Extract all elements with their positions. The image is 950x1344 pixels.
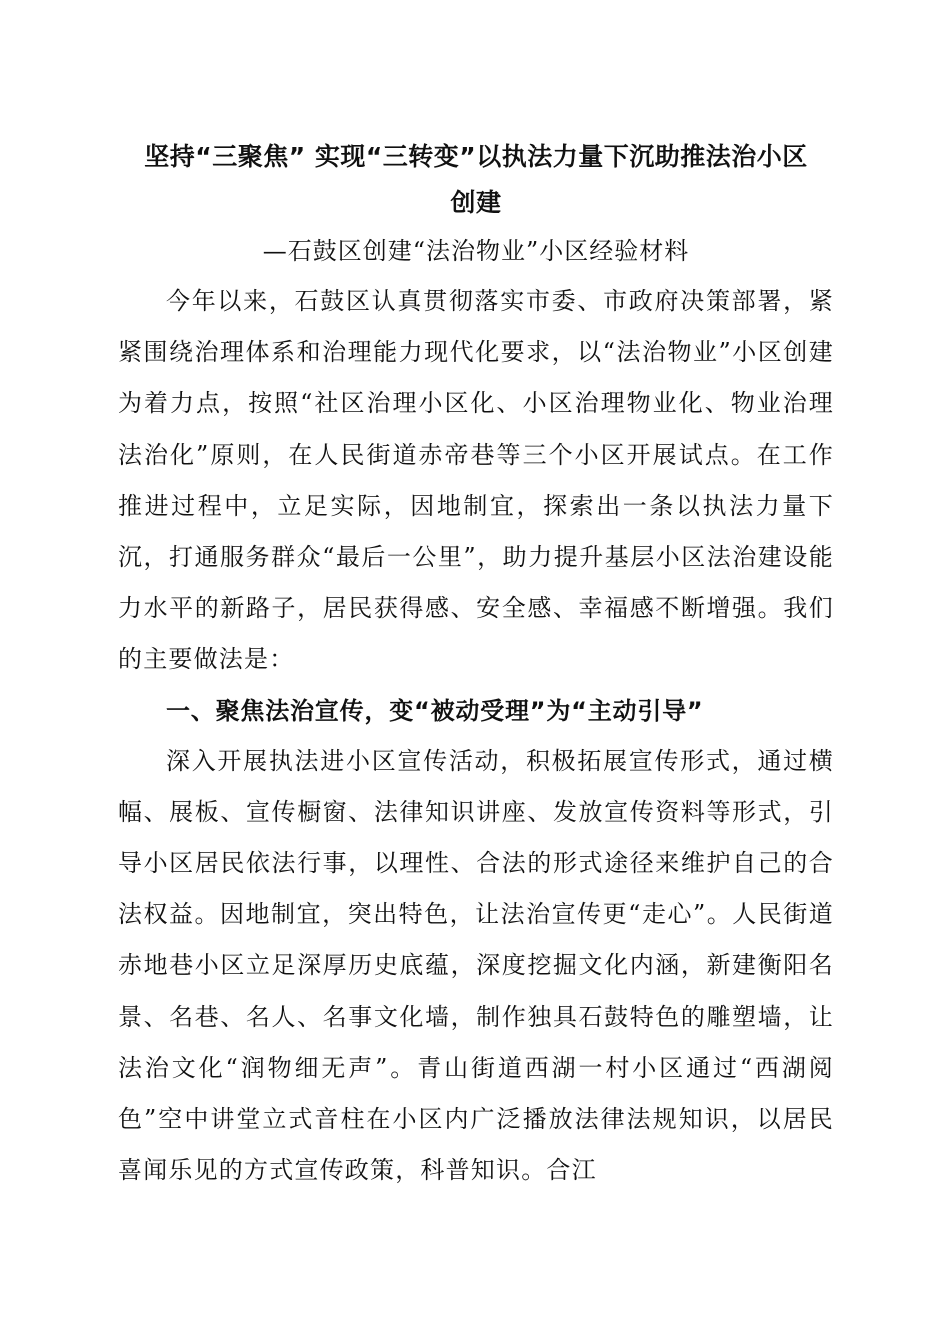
intro-paragraph: 今年以来，石鼓区认真贯彻落实市委、市政府决策部署，紧紧围绕治理体系和治理能力现代化要求，以“法治物业”小区创建为着力点，按照“社区治理小区化、小区治理物业化、物业治理法治化”原则，在人民街道赤帝巷等三个小区开展试点。在工作推进过程中，立足实际，因地制宜，探索出一条以执法力量下沉，打通服务群众“最后一公里”，助力提升基层小区法治建设能力水平的新路子，居民获得感、安全感、幸福感不断增强。我们的主要做法是：: [118, 287, 834, 674]
section-1-heading: 一、聚焦法治宣传，变“被动受理”为“主动引导”: [166, 696, 704, 725]
document-body: [118, 134, 834, 1196]
document-title-line-1: 坚持“三聚焦” 实现“三转变”以执法力量下沉助推法治小区: [144, 142, 808, 171]
document-title-line-2: 创建: [450, 188, 502, 217]
section-1-paragraph: 深入开展执法进小区宣传活动，积极拓展宣传形式，通过横幅、展板、宣传橱窗、法律知识讲座、发放宣传资料等形式，引导小区居民依法行事，以理性、合法的形式途径来维护自己的合法权益。因地制宜，突出特色，让法治宣传更“走心”。人民街道赤地巷小区立足深厚历史底蕴，深度挖掘文化内涵，新建衡阳名景、名巷、名人、名事文化墙，制作独具石鼓特色的雕塑墙，让法治文化“润物细无声”。青山街道西湖一村小区通过“西湖阅色”空中讲堂立式音柱在小区内广泛播放法律法规知识，以居民喜闻乐见的方式宣传政策，科普知识。合江: [118, 746, 834, 1185]
document-subtitle: —石鼓区创建“法治物业”小区经验材料: [262, 237, 690, 265]
